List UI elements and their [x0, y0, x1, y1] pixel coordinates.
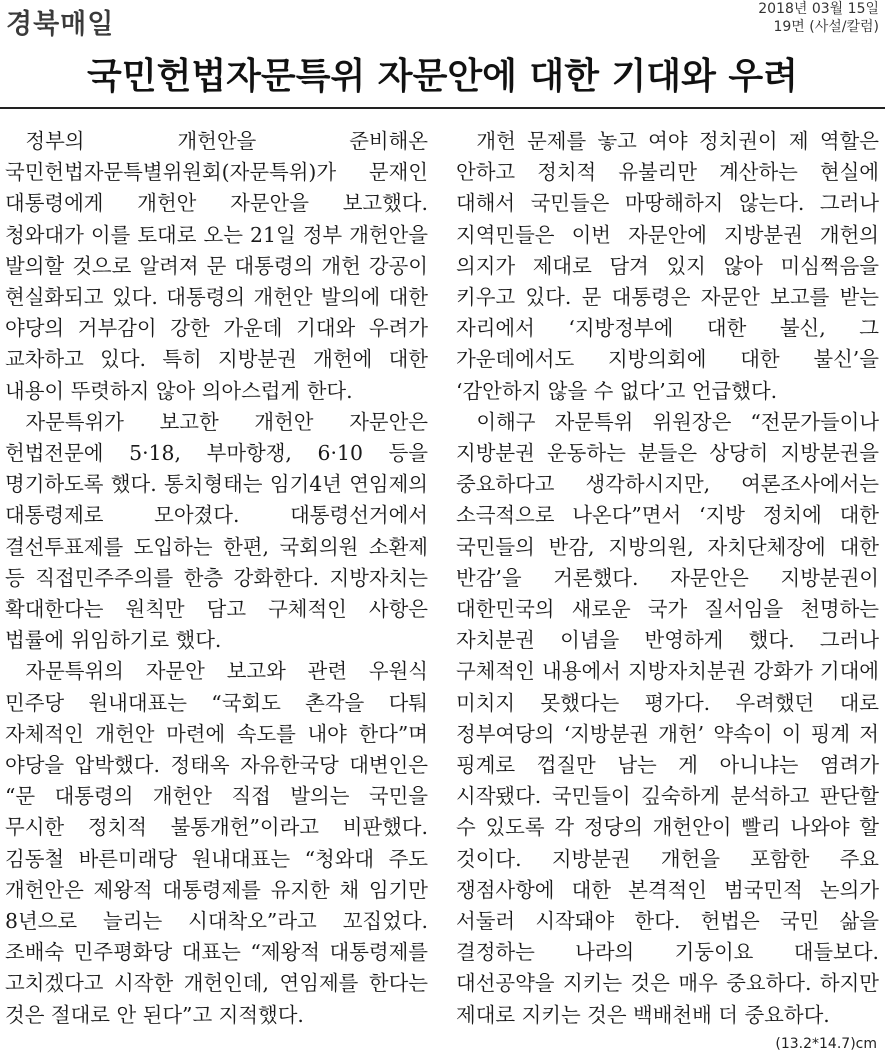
clipping-size-note: (13.2*14.7)cm [775, 1036, 877, 1052]
newspaper-masthead: 경북매일 [6, 9, 115, 40]
page-section: 19면 (사설/칼럼) [773, 19, 879, 35]
paragraph: 정부의 개헌안을 준비해온 국민헌법자문특별위원회(자문특위)가 문재인 대통령에게 개헌안 자문안을 보고했다. 청와대가 이를 토대로 오는 21일 정부 개헌안을 발의할 것으로 알려져 문 대통령의 개헌 강공이 현실화되고 있다. 대통령의 개헌안 발의에 대한 야당의 거부감이 강한 가운데 기대와 우려가 교차하고 있다. 특히 지방분권 개헌에 대한 내용이 뚜렷하지 않아 의아스럽게 한다. [5, 129, 428, 403]
paragraph: 이해구 자문특위 위원장은 “전문가들이나 지방분권 운동하는 분들은 상당히 지방분권을 중요하다고 생각하시지만, 여론조사에서는 소극적으로 나온다”면서 ‘지방 정치에 대한 국민들의 반감, 지방의원, 자치단체장에 대한 반감’을 거론했다. 자문안은 지방분권이 대한민국의 새로운 국가 질서임을 천명하는 자치분권 이념을 반영하게 했다. 그러나 구체적인 내용에서 지방자치분권 강화가 기대에 미치지 못했다는 평가다. 우려했던 대로 정부여당의 ‘지방분권 개헌’ 약속이 이 핑계 저 핑계로 껍질만 남는 게 아니냐는 염려가 시작됐다. 국민들이 깊숙하게 분석하고 판단할 수 있도록 각 정당의 개헌안이 빨리 나와야 할 것이다. 지방분권 개헌을 포함한 주요 쟁점사항에 대한 본격적인 범국민적 논의가 서둘러 시작돼야 한다. 헌법은 국민 삶을 결정하는 나라의 기둥이요 대들보다. 대선공약을 지키는 것은 매우 중요하다. 하지만 제대로 지키는 것은 백배천배 더 중요하다. [456, 409, 879, 1027]
paragraph: 개헌 문제를 놓고 여야 정치권이 제 역할은 안하고 정치적 유불리만 계산하는 현실에 대해서 국민들은 마땅해하지 않는다. 그러나 지역민들은 이번 자문안에 지방분권 개헌의 의지가 제대로 담겨 있지 않아 미심쩍음을 키우고 있다. 문 대통령은 자문안 보고를 받는 자리에서 ‘지방정부에 대한 불신, 그 가운데에서도 지방의회에 대한 불신’을 ‘감안하지 않을 수 없다’고 언급했다. [456, 129, 879, 403]
paragraph: 자문특위가 보고한 개헌안 자문안은 헌법전문에 5·18, 부마항쟁, 6·10 등을 명기하도록 했다. 통치형태는 임기4년 연임제의 대통령제로 모아졌다. 대통령선거에서 결선투표제를 도입하는 한편, 국회의원 소환제 등 직접민주주의를 한층 강화한다. 지방자치는 확대한다는 원칙만 담고 구체적인 사항은 법률에 위임하기로 했다. [5, 409, 428, 653]
headline-divider [0, 107, 885, 109]
right-column [456, 126, 879, 1031]
publication-meta [758, 0, 879, 36]
publication-date: 2018년 03월 15일 [758, 1, 879, 17]
paragraph: 자문특위의 자문안 보고와 관련 우원식 민주당 원내대표는 “국회도 촌각을 다퉈 자체적인 개헌안 마련에 속도를 내야 한다”며 야당을 압박했다. 정태옥 자유한국당 대변인은 “문 대통령의 개헌안 직접 발의는 국민을 무시한 정치적 불통개헌”이라고 비판했다. 김동철 바른미래당 원내대표는 “청와대 주도 개헌안은 제왕적 대통령제를 유지한 채 임기만 8년으로 늘리는 시대착오”라고 꼬집었다. 조배숙 민주평화당 대표는 “제왕적 대통령제를 고치겠다고 시작한 개헌인데, 연임제를 한다는 것은 절대로 안 된다”고 지적했다. [5, 659, 428, 1027]
article-headline: 국민헌법자문특위 자문안에 대한 기대와 우려 [87, 56, 798, 97]
left-column [5, 126, 428, 1031]
